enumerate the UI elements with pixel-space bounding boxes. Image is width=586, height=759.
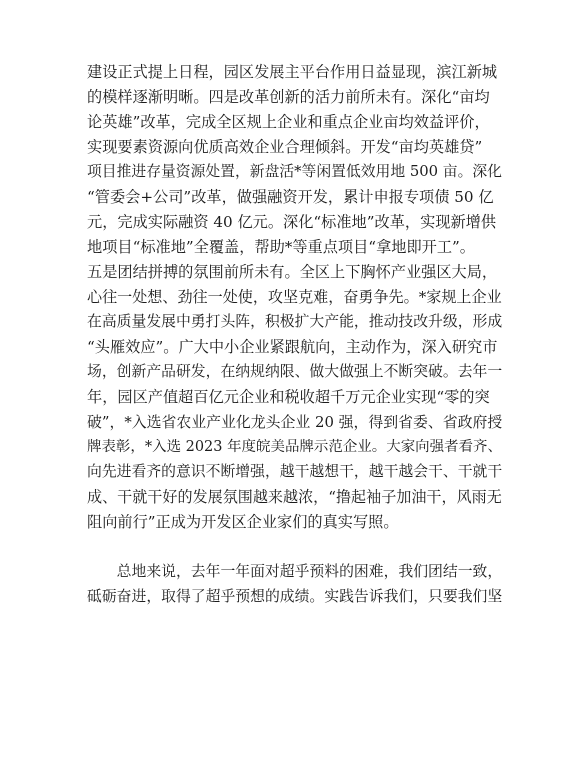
text-line: 场，创新产品研发，在纳规纳限、做大做强上不断突破。去年一 xyxy=(87,363,503,380)
text-line: 地项目“标准地”全覆盖，帮助*等重点项目“拿地即开工”。 xyxy=(87,238,475,256)
text-line: 阻向前行”正成为开发区企业家们的真实写照。 xyxy=(87,513,399,531)
text-line: 总地来说，去年一年面对超乎预料的困难，我们团结一致， xyxy=(87,563,503,580)
text-line: 向先进看齐的意识不断增强，越干越想干，越干越会干、干就干 xyxy=(87,463,503,480)
text-line: 论英雄”改革，完成全区规上企业和重点企业亩均效益评价， xyxy=(87,113,490,131)
text-line: 破”，*入选省农业产业化龙头企业 20 强，得到省委、省政府授 xyxy=(87,413,503,431)
text-line: 元，完成实际融资 40 亿元。深化“标准地”改革，实现新增供 xyxy=(87,213,497,231)
text-line: 的模样逐渐明晰。四是改革创新的活力前所未有。深化“亩均 xyxy=(87,88,490,106)
text-line: 年，园区产值超百亿元企业和税收超千万元企业实现“零的突 xyxy=(87,388,490,406)
text-line: 在高质量发展中勇打头阵，积极扩大产能，推动技改升级，形成 xyxy=(87,313,503,330)
text-line: 成、干就干好的发展氛围越来越浓，“撸起袖子加油干，风雨无 xyxy=(87,488,502,506)
text-line: “管委会+公司”改革，做强融资开发，累计申报专项债 50 亿 xyxy=(87,188,494,206)
text-line: 建设正式提上日程，园区发展主平台作用日益显现，滨江新城 xyxy=(87,63,498,81)
text-line: 实现要素资源向优质高效企业合理倾斜。开发“亩均英雄贷” xyxy=(87,138,483,156)
text-line: “头雁效应”。广大中小企业紧跟航向，主动作为，深入研究市 xyxy=(87,338,498,356)
text-line: 心往一处想、劲往一处使，攻坚克难，奋勇争先。*家规上企业 xyxy=(87,288,502,306)
text-line: 五是团结拼搏的氛围前所未有。全区上下胸怀产业强区大局， xyxy=(87,263,498,281)
text-line: 砥砺奋进，取得了超乎预想的成绩。实践告诉我们，只要我们坚 xyxy=(87,588,503,605)
text-line: 项目推进存量资源处置，新盘活*等闲置低效用地 500 亩。深化 xyxy=(87,163,502,180)
text-line: 牌表彰，*入选 2023 年度皖美品牌示范企业。大家向强者看齐、 xyxy=(87,439,502,455)
